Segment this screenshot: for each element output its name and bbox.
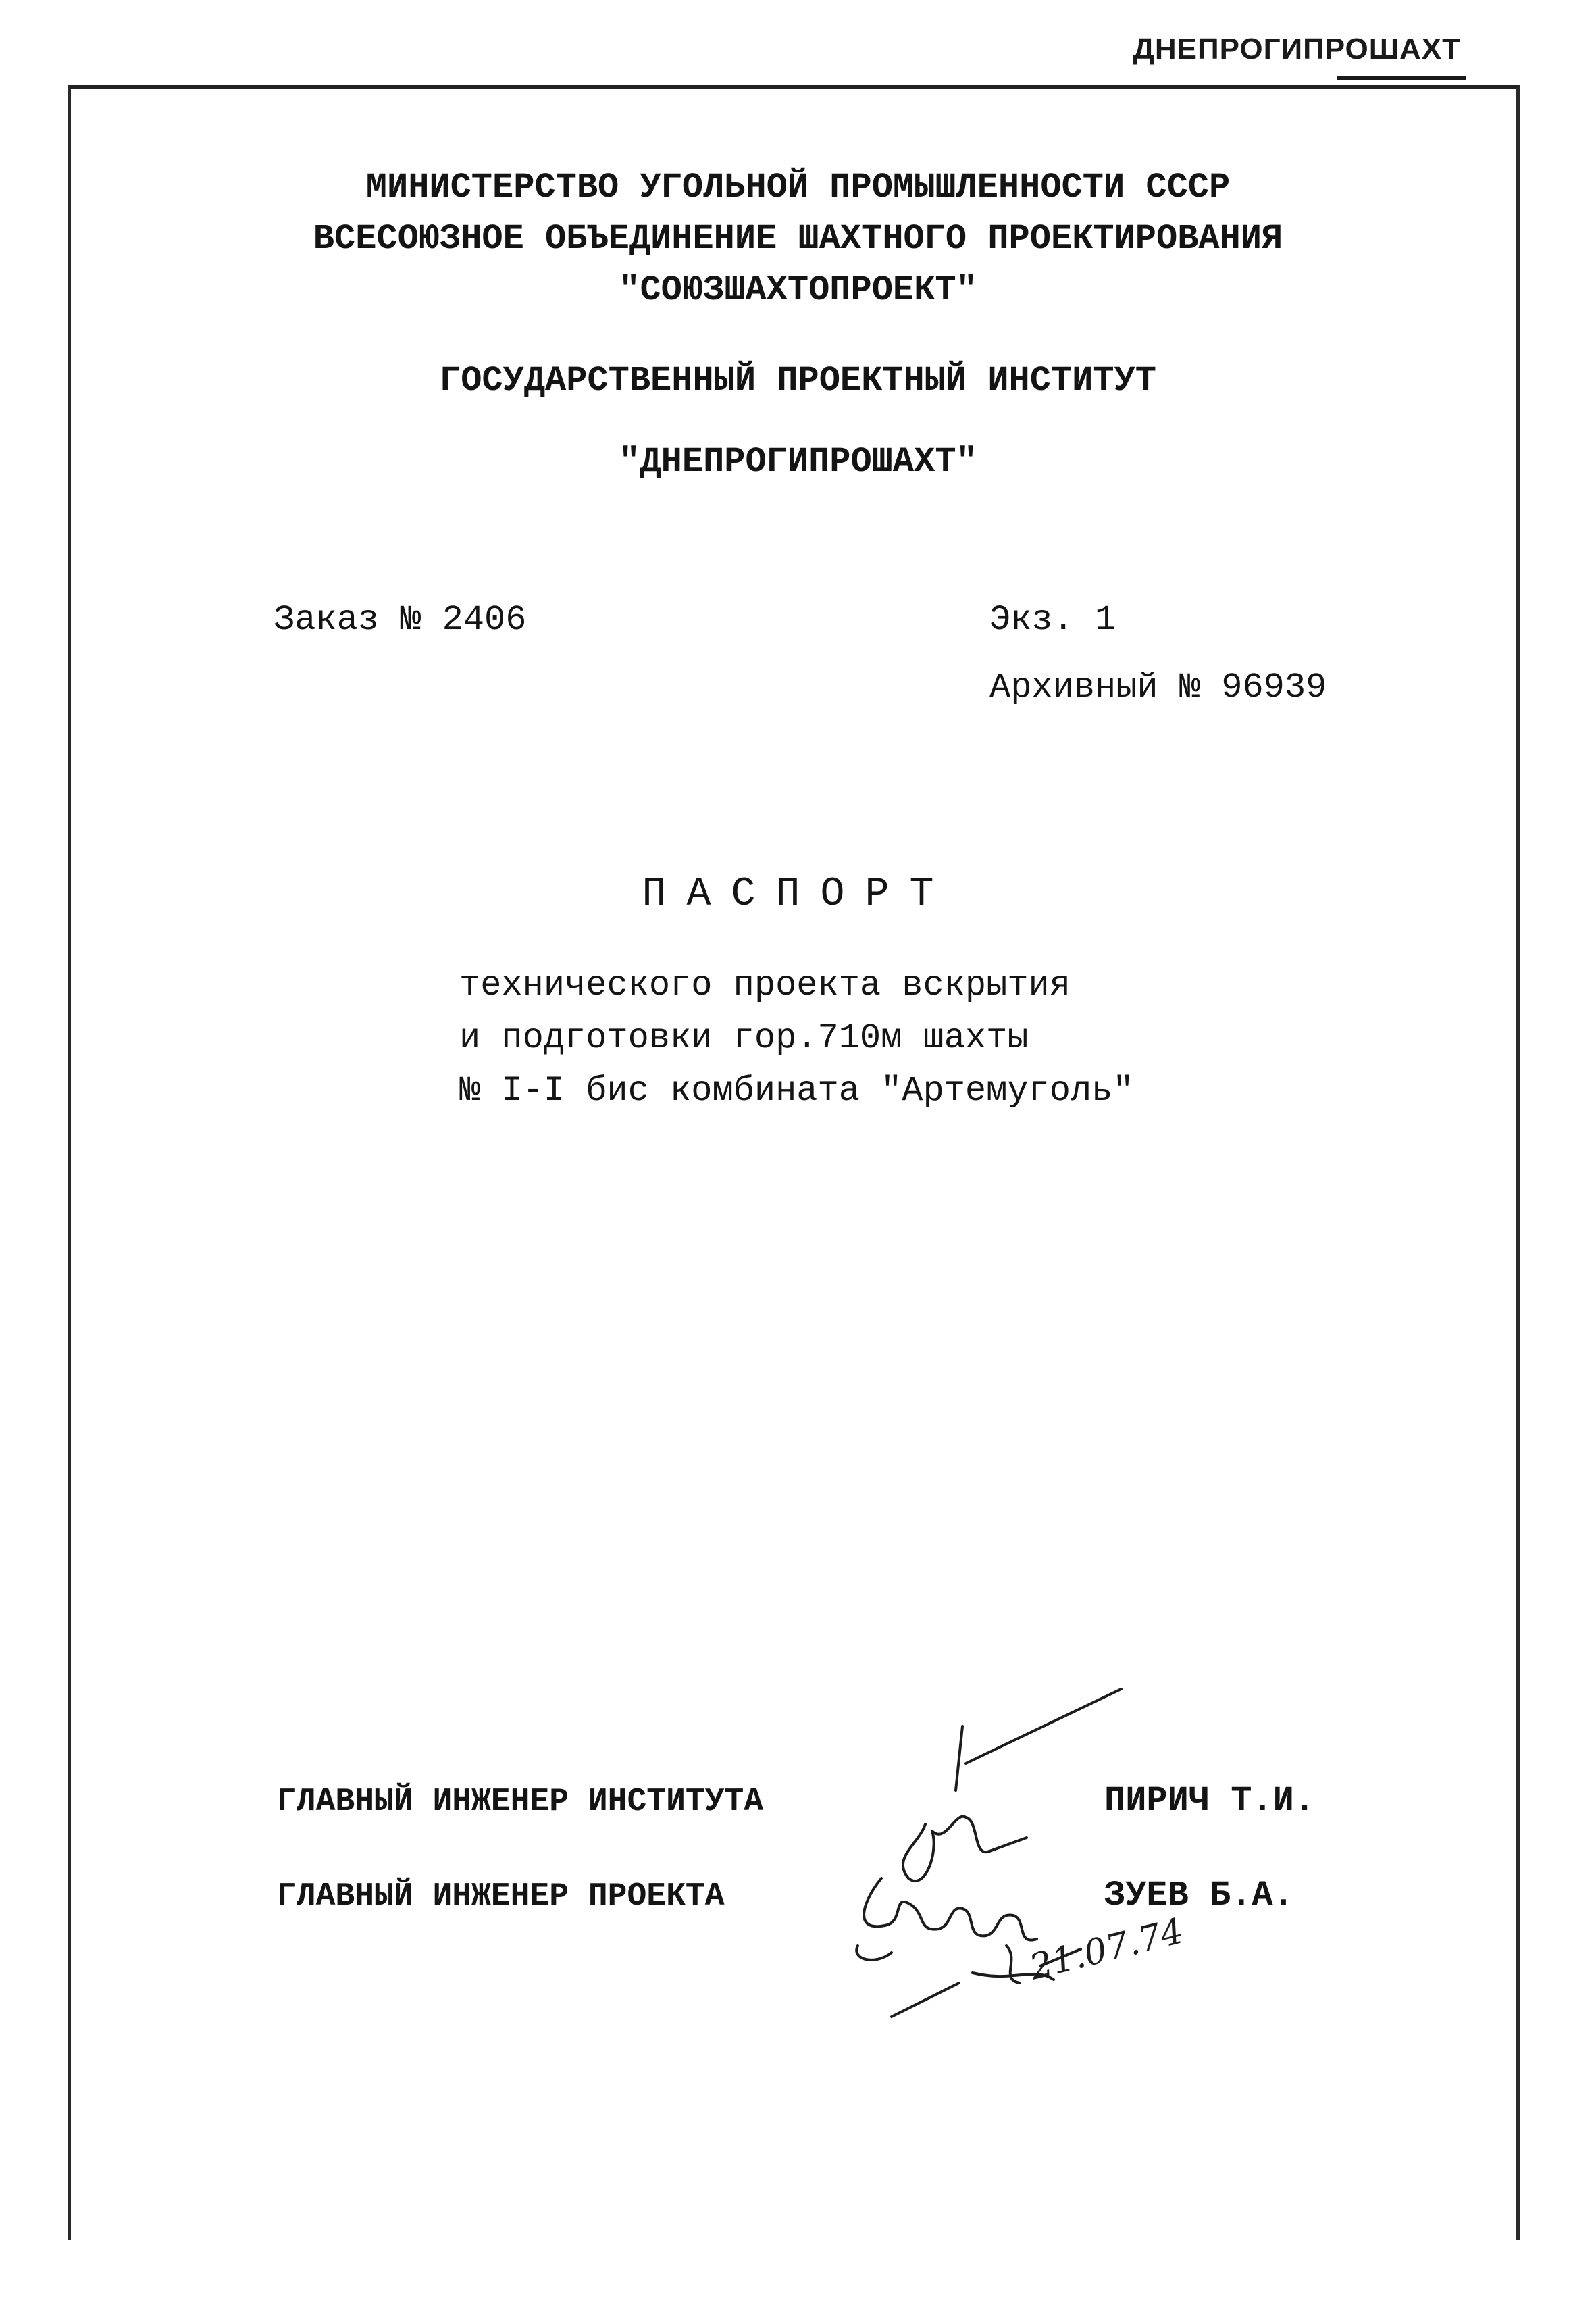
signer-name-project: ЗУЕВ Б.А. <box>1104 1876 1294 1915</box>
signer-role-project: ГЛАВНЫЙ ИНЖЕНЕР ПРОЕКТА <box>277 1878 725 1915</box>
stamp-underline <box>1337 76 1466 80</box>
institute-name-line: "ДНЕПРОГИПРОШАХТ" <box>619 442 977 482</box>
document-subtitle <box>459 959 1134 1117</box>
subtitle-line: и подготовки гор.710м шахты <box>459 1018 1029 1058</box>
document-header <box>0 162 1596 316</box>
union-line: ВСЕСОЮЗНОЕ ОБЪЕДИНЕНИЕ ШАХТНОГО ПРОЕКТИРОВАНИЯ <box>313 219 1283 259</box>
document-title: ПАСПОРТ <box>642 872 954 917</box>
handwritten-date: 21.07.74 <box>1025 1911 1187 1988</box>
order-number: Заказ № 2406 <box>274 600 527 640</box>
page-frame <box>68 85 1520 2240</box>
archive-number: Архивный № 96939 <box>989 668 1327 707</box>
subtitle-line: № I-I бис комбината "Артемуголь" <box>459 1071 1134 1111</box>
handwritten-signatures <box>810 1676 1189 2040</box>
subtitle-line: технического проекта вскрытия <box>459 965 1071 1005</box>
ministry-line: МИНИСТЕРСТВО УГОЛЬНОЙ ПРОМЫШЛЕННОСТИ СССР <box>365 168 1231 207</box>
institute-line: ГОСУДАРСТВЕННЫЙ ПРОЕКТНЫЙ ИНСТИТУТ <box>440 361 1156 401</box>
institute-stamp: ДНЕПРОГИПРОШАХТ <box>1133 32 1461 66</box>
union-name-line: "СОЮЗШАХТОПРОЕКТ" <box>619 270 977 310</box>
signer-name-institute: ПИРИЧ Т.И. <box>1104 1781 1316 1821</box>
copy-number: Экз. 1 <box>989 600 1116 640</box>
signer-role-institute: ГЛАВНЫЙ ИНЖЕНЕР ИНСТИТУТА <box>277 1784 764 1820</box>
